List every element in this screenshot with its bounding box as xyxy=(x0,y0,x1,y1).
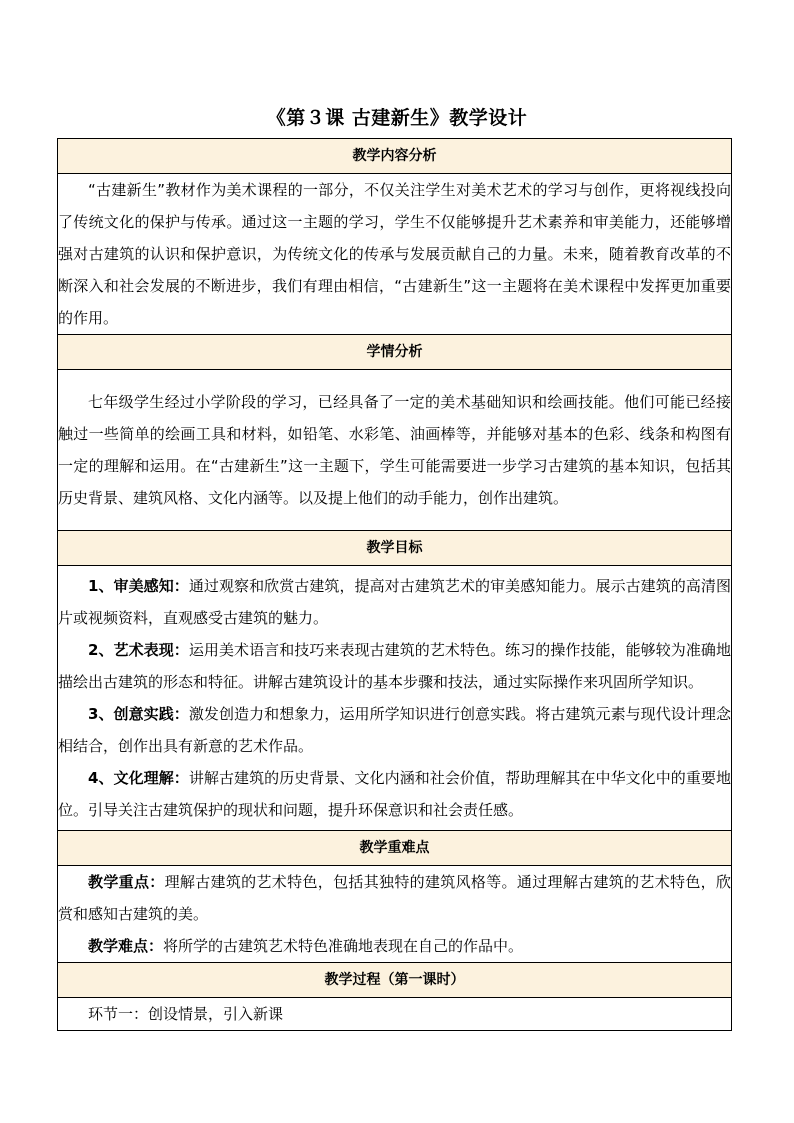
section-header-row xyxy=(58,963,732,998)
objective-culture xyxy=(58,762,731,826)
objective-creativity xyxy=(58,698,731,762)
section-body-row xyxy=(58,370,732,531)
key-points-cell xyxy=(58,866,732,963)
key-point-label: 教学重点： xyxy=(88,873,165,891)
key-point-focus xyxy=(58,866,731,930)
objective-text: 运用美术语言和技巧来表现古建筑的艺术特色。练习的操作技能，能够较为准确地描绘出古建筑的形态和特征。讲解古建筑设计的基本步骤和技法，通过实际操作来巩固所学知识。 xyxy=(58,641,731,691)
objectives-cell xyxy=(58,566,732,831)
content-analysis-text: “古建新生”教材作为美术课程的一部分，不仅关注学生对美术艺术的学习与创作，更将视线投向了传统文化的保护与传承。通过这一主题的学习，学生不仅能够提升艺术素养和审美能力，还能够增强对古建筑的认识和保护意识，为传统文化的传承与发展贡献自己的力量。未来，随着教育改革的不断深入和社会发展的不断进步，我们有理由相信，“古建新生”这一主题将在美术课程中发挥更加重要的作用。 xyxy=(58,181,731,327)
section-body-row xyxy=(58,866,732,963)
process-cell xyxy=(58,998,732,1031)
lesson-plan-table xyxy=(57,138,732,1031)
content-analysis-cell xyxy=(58,174,732,335)
objective-label: 4、文化理解： xyxy=(88,769,189,787)
objective-label: 3、创意实践： xyxy=(88,705,189,723)
objective-label: 1、审美感知： xyxy=(88,577,189,595)
key-point-label: 教学难点： xyxy=(88,937,164,955)
objective-text: 激发创造力和想象力，运用所学知识进行创意实践。将古建筑元素与现代设计理念相结合，创作出具有新意的艺术作品。 xyxy=(58,705,731,755)
objective-expression xyxy=(58,634,731,698)
key-point-text: 理解古建筑的艺术特色，包括其独特的建筑风格等。通过理解古建筑的艺术特色，欣赏和感知古建筑的美。 xyxy=(58,873,731,923)
section-header-row xyxy=(58,139,732,174)
objective-text: 讲解古建筑的历史背景、文化内涵和社会价值，帮助理解其在中华文化中的重要地位。引导关注古建筑保护的现状和问题，提升环保意识和社会责任感。 xyxy=(58,769,731,819)
section-body-row xyxy=(58,998,732,1031)
page-title: 《第３课 古建新生》教学设计 xyxy=(266,107,528,129)
learner-analysis-text: 七年级学生经过小学阶段的学习，已经具备了一定的美术基础知识和绘画技能。他们可能已经接触过一些简单的绘画工具和材料，如铅笔、水彩笔、油画棒等，并能够对基本的色彩、线条和构图有一定的理解和运用。在“古建新生”这一主题下，学生可能需要进一步学习古建筑的基本知识，包括其历史背景、建筑风格、文化内涵等。以及提上他们的动手能力，创作出建筑。 xyxy=(58,393,731,507)
section-body-row xyxy=(58,566,732,831)
key-points-header: 教学重难点 xyxy=(58,831,732,866)
section-header-row xyxy=(58,531,732,566)
learner-analysis-header: 学情分析 xyxy=(58,335,732,370)
learner-analysis-cell xyxy=(58,370,732,531)
section-header-row xyxy=(58,831,732,866)
section-header-row xyxy=(58,335,732,370)
section-body-row xyxy=(58,174,732,335)
objective-aesthetic xyxy=(58,570,731,634)
process-header: 教学过程（第一课时） xyxy=(58,963,732,998)
objectives-header: 教学目标 xyxy=(58,531,732,566)
process-step-1: 环节一：创设情景，引入新课 xyxy=(88,1005,284,1023)
objective-label: 2、艺术表现： xyxy=(88,641,189,659)
key-point-difficulty xyxy=(58,930,731,962)
objective-text: 通过观察和欣赏古建筑，提高对古建筑艺术的审美感知能力。展示古建筑的高清图片或视频资料，直观感受古建筑的魅力。 xyxy=(58,577,731,627)
content-analysis-header: 教学内容分析 xyxy=(58,139,732,174)
key-point-text: 将所学的古建筑艺术特色准确地表现在自己的作品中。 xyxy=(163,937,524,955)
